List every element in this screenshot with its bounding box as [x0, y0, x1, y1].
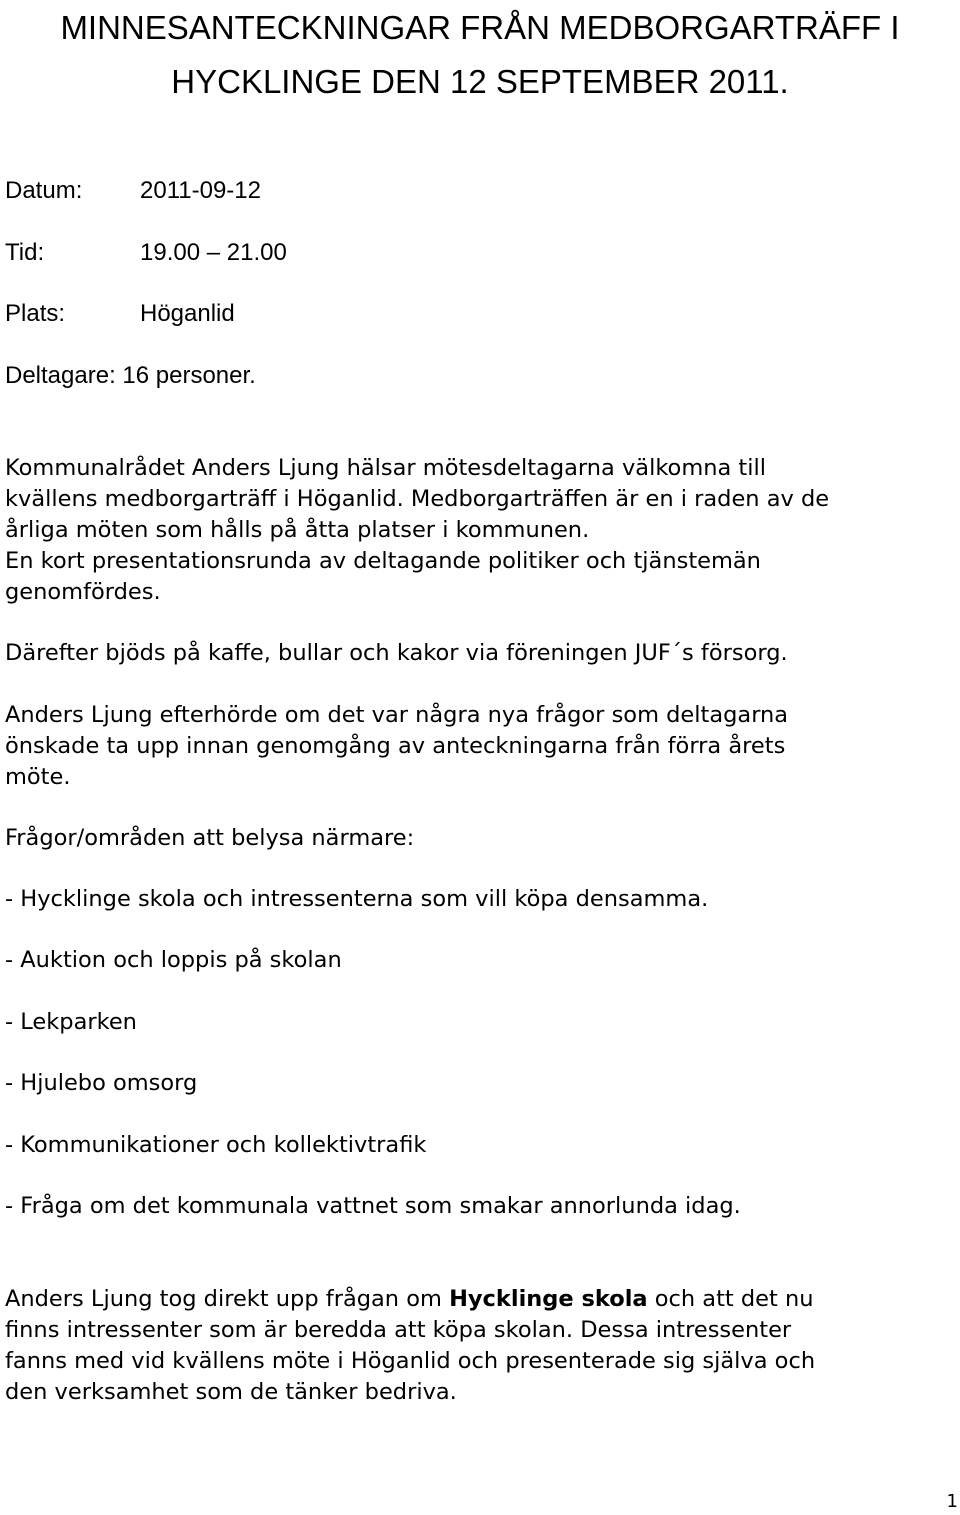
- school-line-1-start: Anders Ljung tog direkt upp frågan om: [5, 1286, 450, 1312]
- school-line-1: [5, 1284, 955, 1315]
- meta-place: [5, 299, 235, 329]
- meta-participants: Deltagare: 16 personer.: [5, 362, 256, 389]
- document-title-line-1: MINNESANTECKNINGAR FRÅN MEDBORGARTRÄFF I: [60, 9, 900, 46]
- questions-intro-paragraph: [5, 700, 955, 793]
- time-value: 19.00 – 21.00: [140, 239, 287, 266]
- topics-heading: Frågor/områden att belysa närmare:: [5, 825, 415, 851]
- time-label: Tid:: [5, 239, 45, 266]
- hycklinge-skola-bold: Hycklinge skola: [449, 1286, 648, 1312]
- coffee-paragraph: Därefter bjöds på kaffe, bullar och kakor via föreningen JUF´s försorg.: [5, 640, 788, 666]
- school-line-3: fanns med vid kvällens möte i Höganlid och presenterade sig själva och: [5, 1348, 816, 1374]
- date-value: 2011-09-12: [140, 177, 261, 204]
- place-label: Plats:: [5, 300, 66, 327]
- intro-line-3: årliga möten som hålls på åtta platser i kommunen.: [5, 517, 590, 543]
- topic-item: - Auktion och loppis på skolan: [5, 947, 342, 973]
- topic-item: - Kommunikationer och kollektivtrafik: [5, 1132, 427, 1158]
- meta-date: [5, 176, 261, 206]
- page-number: 1: [946, 1491, 958, 1512]
- intro-line-5: genomfördes.: [5, 579, 161, 605]
- school-line-2: finns intressenter som är beredda att köpa skolan. Dessa intressenter: [5, 1317, 792, 1343]
- school-line-1-end: och att det nu: [647, 1286, 814, 1312]
- topic-item: - Hycklinge skola och intressenterna som vill köpa densamma.: [5, 886, 709, 912]
- place-value: Höganlid: [140, 300, 235, 327]
- document-title-line-2: HYCKLINGE DEN 12 SEPTEMBER 2011.: [171, 63, 789, 100]
- date-label: Datum:: [5, 177, 83, 204]
- school-paragraph: [5, 1284, 955, 1408]
- intro-paragraph: [5, 453, 955, 608]
- intro-line-2: kvällens medborgarträff i Höganlid. Medborgarträffen är en i raden av de: [5, 486, 830, 512]
- topic-item: - Hjulebo omsorg: [5, 1070, 198, 1096]
- topic-item: - Fråga om det kommunala vattnet som smakar annorlunda idag.: [5, 1193, 741, 1219]
- questions-intro-line-1: Anders Ljung efterhörde om det var några nya frågor som deltagarna: [5, 702, 789, 728]
- school-line-4: den verksamhet som de tänker bedriva.: [5, 1379, 457, 1405]
- intro-line-4: En kort presentationsrunda av deltagande politiker och tjänstemän: [5, 548, 761, 574]
- topic-item: - Lekparken: [5, 1009, 137, 1035]
- questions-intro-line-3: möte.: [5, 764, 71, 790]
- questions-intro-line-2: önskade ta upp innan genomgång av anteckningarna från förra årets: [5, 733, 786, 759]
- intro-line-1: Kommunalrådet Anders Ljung hälsar mötesdeltagarna välkomna till: [5, 455, 767, 481]
- meta-time: [5, 238, 287, 268]
